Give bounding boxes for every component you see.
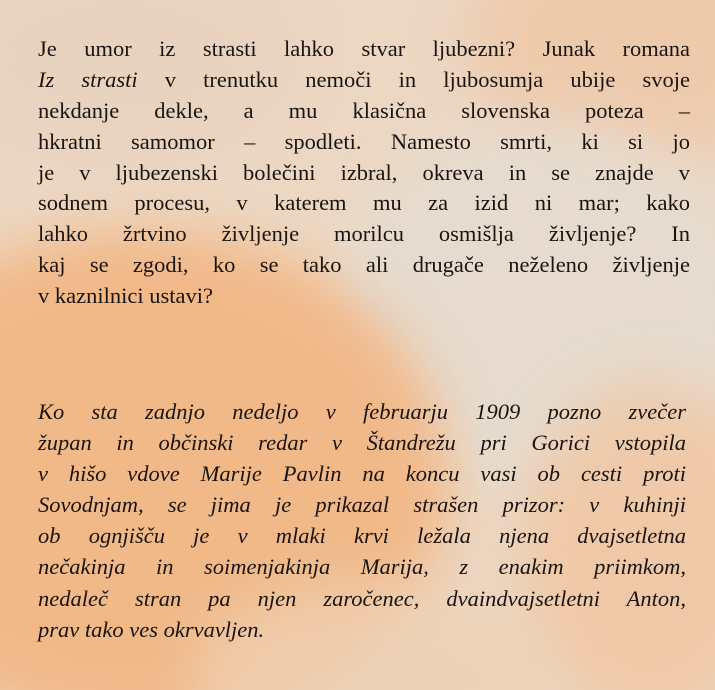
text-line: nečakinja in soimenjakinja Marija, z enakim priimkom,	[38, 554, 686, 580]
text-line: nekdanje dekle, a mu klasična slovenska poteza –	[38, 97, 690, 123]
text-line: Sovodnjam, se jima je prikazal strašen prizor: v kuhinji	[38, 492, 686, 518]
back-cover-text	[38, 34, 698, 645]
text-line: župan in občinski redar v Štandrežu pri Gorici vstopila	[38, 430, 686, 456]
text-line: v kaznilnici ustavi?	[38, 283, 213, 309]
text-line: ob ognjišču je v mlaki krvi ležala njena dvajsetletna	[38, 523, 686, 549]
text-line: hkratni samomor – spodleti. Namesto smrti, ki si jo	[38, 128, 690, 154]
text-line: v hišo vdove Marije Pavlin na koncu vasi ob cesti proti	[38, 461, 686, 487]
blurb-paragraph	[38, 34, 690, 312]
text-line: prav tako ves okrvavljen.	[38, 616, 265, 642]
text-line: Ko sta zadnjo nedeljo v februarju 1909 pozno zvečer	[38, 399, 686, 425]
text-line: Iz strasti v trenutku nemoči in ljubosumja ubije svoje	[38, 66, 690, 92]
text-line: Je umor iz strasti lahko stvar ljubezni? Junak romana	[38, 36, 690, 61]
excerpt-paragraph	[38, 396, 686, 645]
text-line: nedaleč stran pa njen zaročenec, dvaindvajsetletni Anton,	[38, 585, 686, 611]
text-line: sodnem procesu, v katerem mu za izid ni mar; kako	[38, 190, 690, 216]
book-title: Iz strasti	[38, 66, 138, 92]
text-line: kaj se zgodi, ko se tako ali drugače neželeno življenje	[38, 252, 690, 278]
text-line: je v ljubezenski bolečini izbral, okreva in se znajde v	[38, 159, 690, 185]
text-line: lahko žrtvino življenje morilcu osmišlja življenje? In	[38, 221, 690, 247]
